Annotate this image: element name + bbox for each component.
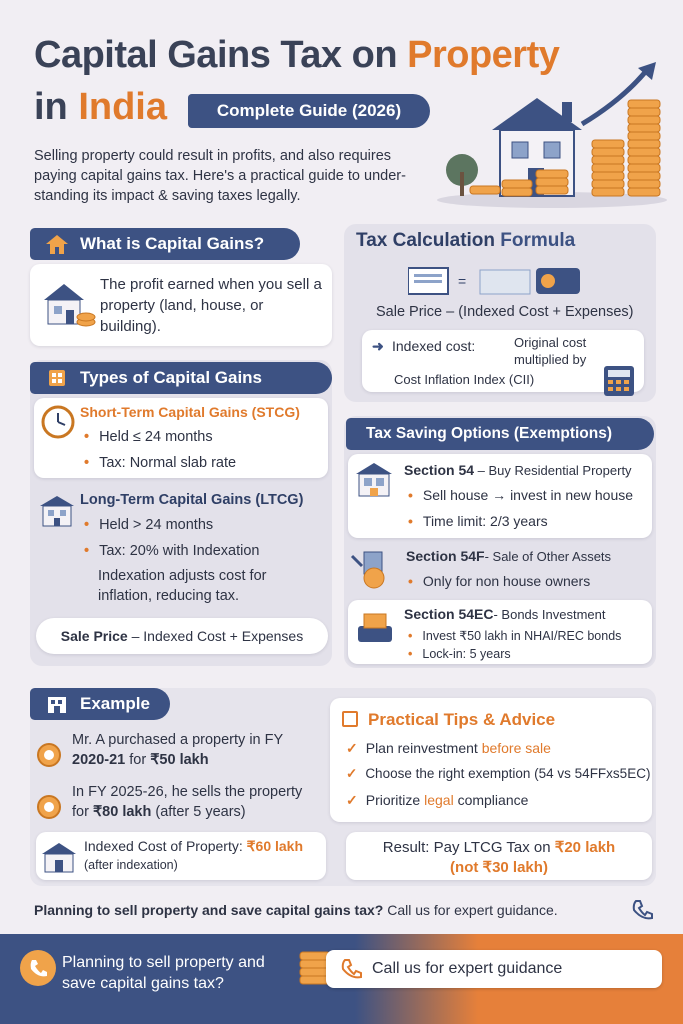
tips-heading: Practical Tips & Advice <box>342 710 555 730</box>
tip-item: ✓ Plan reinvestment before sale <box>346 740 551 756</box>
indexed-cost-card <box>362 330 644 392</box>
example-step-1-line2: 2020-21 for ₹50 lakh <box>72 752 209 768</box>
building-icon <box>44 693 70 715</box>
grid-icon <box>44 367 70 389</box>
section54-bullet: • Sell house → invest in new house <box>408 482 633 508</box>
guide-badge: Complete Guide (2026) <box>188 94 430 128</box>
section54ec-card <box>348 600 652 664</box>
example-step-1 <box>36 730 326 776</box>
page-title-line1: Capital Gains Tax on Property <box>34 34 560 76</box>
coin-icon <box>36 738 62 768</box>
example-step-2 <box>36 782 326 828</box>
example-step-2-line1: In FY 2025-26, he sells the property <box>72 784 303 800</box>
ltcg-bullet: • Held > 24 months <box>84 512 213 538</box>
calculator-icon <box>598 364 638 400</box>
stcg-bullet: • Held ≤ 24 months <box>84 424 213 450</box>
example-step-2-line2: for ₹80 lakh (after 5 years) <box>72 804 246 820</box>
indexed-desc: Original cost multiplied by <box>514 335 587 367</box>
section54-card <box>348 454 652 538</box>
building-icon <box>38 494 76 528</box>
what-is-text: The profit earned when you sell a property (land, house, or building). <box>100 276 322 335</box>
arrow-icon: ➜ <box>372 338 384 354</box>
section54f-title: Section 54F- Sale of Other Assets <box>406 548 612 564</box>
stcg-title: Short-Term Capital Gains (STCG) <box>80 404 300 420</box>
call-us-button[interactable] <box>326 950 662 988</box>
stcg-card <box>34 398 328 478</box>
building-icon <box>352 460 398 500</box>
section54ec-title: Section 54EC- Bonds Investment <box>404 606 606 622</box>
footer-left-text: Planning to sell property and save capital gains tax? <box>62 954 265 992</box>
indexed-cii: Cost Inflation Index (CII) <box>394 372 535 387</box>
section54ec-bullet: • Lock-in: 5 years <box>408 644 511 664</box>
section54f-item <box>348 544 652 594</box>
phone-icon[interactable] <box>630 898 654 922</box>
result-line1: Result: Pay LTCG Tax on ₹20 lakh <box>382 839 616 856</box>
types-heading: Types of Capital Gains <box>30 362 332 394</box>
phone-icon[interactable] <box>20 950 56 986</box>
result-card <box>346 832 652 880</box>
formula-icons <box>408 264 588 298</box>
section54-title: Section 54 – Buy Residential Property <box>404 462 632 478</box>
example-step-1-line1: Mr. A purchased a property in FY <box>72 732 284 748</box>
house-coins-icon <box>40 278 96 328</box>
example-heading: Example <box>30 688 170 720</box>
tip-item: ✓ Choose the right exemption (54 vs 54FFxs5EC) <box>346 766 651 781</box>
check-icon: ✓ <box>346 740 358 756</box>
ltcg-title: Long-Term Capital Gains (LTCG) <box>80 492 304 508</box>
section54f-bullet: • Only for non house owners <box>408 568 590 594</box>
hero-house-coins-illustration <box>432 60 672 210</box>
svg-text:=: = <box>458 273 467 289</box>
what-is-card <box>30 264 332 346</box>
section54ec-bullet: • Invest ₹50 lakh in NHAI/REC bonds <box>408 626 621 646</box>
intro-text: Selling property could result in profits, and also requires paying capital gains tax. Here's a practical guide to under- standing its impact & saving taxes legally. <box>34 148 406 204</box>
phone-glyph-icon <box>28 958 48 978</box>
phone-icon <box>340 958 362 980</box>
clock-icon <box>40 404 76 440</box>
check-icon: ✓ <box>346 792 358 808</box>
result-line2: (not ₹30 lakh) <box>450 859 548 876</box>
ltcg-formula-pill: Sale Price – Indexed Cost + Expenses <box>36 618 328 654</box>
section54-bullet: • Time limit: 2/3 years <box>408 508 548 534</box>
call-us-label: Call us for expert guidance <box>372 960 563 977</box>
ltcg-section <box>34 486 328 606</box>
ltcg-note: Indexation adjusts cost for inflation, reducing tax. <box>98 568 267 604</box>
indexed-cost-result-card <box>36 832 326 880</box>
page-title-line2: in India <box>34 86 168 128</box>
house-icon <box>44 233 70 255</box>
coin-icon <box>348 546 396 590</box>
ltcg-bullet: • Tax: 20% with Indexation <box>84 538 259 564</box>
tips-card <box>330 698 652 822</box>
stcg-bullet: • Tax: Normal slab rate <box>84 450 236 476</box>
formula-equation: Sale Price – (Indexed Cost + Expenses) <box>376 304 634 320</box>
indexed-cost-note: (after indexation) <box>84 858 178 872</box>
bonds-icon <box>352 608 398 648</box>
formula-heading: Tax Calculation Formula <box>356 230 576 251</box>
tip-item: ✓ Prioritize legal compliance <box>346 792 529 808</box>
check-icon: ✓ <box>346 766 358 781</box>
house-icon <box>40 840 78 874</box>
indexed-cost-line: Indexed Cost of Property: ₹60 lakh <box>84 838 304 854</box>
checkbox-icon <box>342 711 358 727</box>
indexed-label: Indexed cost: <box>392 338 476 354</box>
exemptions-heading: Tax Saving Options (Exemptions) <box>346 418 654 450</box>
coin-icon <box>36 790 62 820</box>
what-is-heading: What is Capital Gains? <box>30 228 300 260</box>
cta-line: Planning to sell property and save capital gains tax? Call us for expert guidance. <box>34 902 558 918</box>
